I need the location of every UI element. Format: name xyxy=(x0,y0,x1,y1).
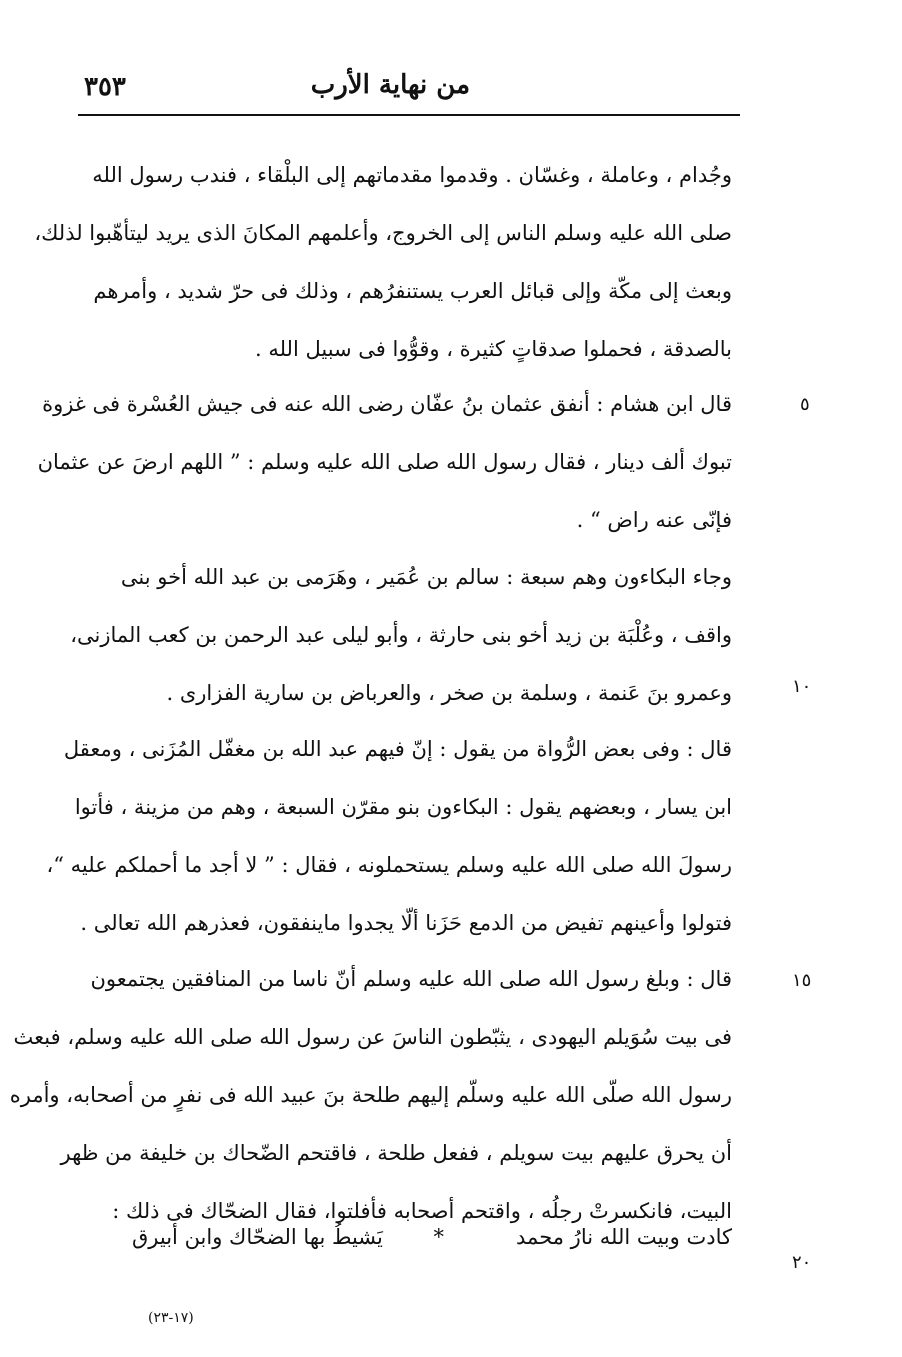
text-line: فى بيت سُوَيلم اليهودى ، يثبّطون الناسَ عن رسول الله صلى الله عليه وسلم، فبعث xyxy=(13,1025,732,1049)
text-line: قال : وبلغ رسول الله صلى الله عليه وسلم أنّ ناسا من المنافقين يجتمعون xyxy=(90,967,732,991)
text-line: أن يحرق عليهم بيت سويلم ، ففعل طلحة ، فاقتحم الضّحاك بن خليفة من ظهر xyxy=(60,1141,732,1165)
text-line: وبعث إلى مكّة وإلى قبائل العرب يستنفرُهم ، وذلك فى حرّ شديد ، وأمرهم xyxy=(93,279,732,303)
text-line: تبوك ألف دينار ، فقال رسول الله صلى الله عليه وسلم : ” اللهم ارضَ عن عثمان xyxy=(37,450,732,474)
text-line: صلى الله عليه وسلم الناس إلى الخروج، وأعلمهم المكانَ الذى يريد ليتأهّبوا لذلك، xyxy=(34,221,732,245)
margin-line-number: ١٥ xyxy=(792,970,812,991)
text-line: بالصدقة ، فحملوا صدقاتٍ كثيرة ، وقوُّوا فى سبيل الله . xyxy=(254,337,732,361)
paragraph-2 xyxy=(37,375,732,549)
text-line: رسولَ الله صلى الله عليه وسلم يستحملونه ، فقال : ” لا أجد ما أحملكم عليه “، xyxy=(46,853,732,877)
text-line: قال : وفى بعض الرُّواة من يقول : إنّ فيهم عبد الله بن مغفّل المُزَنى ، ومعقل xyxy=(63,737,732,761)
verse-hemistich-left: يَشيطُ بها الضحّاك وابن أبيرق xyxy=(132,1225,383,1249)
margin-line-number: ٥ xyxy=(800,394,810,415)
margin-line-number: ١٠ xyxy=(792,676,812,697)
text-line: فتولوا وأعينهم تفيض من الدمع حَزَنا ألّا يجدوا ماينفقون، فعذرهم الله تعالى . xyxy=(80,911,732,935)
text-line: البيت، فانكسرتْ رجلُه ، واقتحم أصحابه فأفلتوا، فقال الضحّاك فى ذلك : xyxy=(112,1199,732,1223)
text-line: قال ابن هشام : أنفق عثمان بنُ عفّان رضى الله عنه فى جيش العُسْرة فى غزوة xyxy=(42,392,732,416)
text-line: رسول الله صلّى الله عليه وسلّم إليهم طلحة بنَ عبيد الله فى نفرٍ من أصحابه، وأمره xyxy=(9,1083,732,1107)
paragraph-5 xyxy=(9,950,732,1240)
text-line: وعمرو بنَ عَنمة ، وسلمة بن صخر ، والعرباض بن سارية الفزارى . xyxy=(166,681,732,705)
page-number: ٣٥٣ xyxy=(84,72,126,102)
text-line: واقف ، وعُلْبَة بن زيد أخو بنى حارثة ، وأبو ليلى عبد الرحمن بن كعب المازنى، xyxy=(70,623,732,647)
text-line: ابن يسار ، وبعضهم يقول : البكاءون بنو مقرّن السبعة ، وهم من مزينة ، فأتوا xyxy=(74,795,732,819)
header-rule xyxy=(78,114,740,116)
margin-line-number: ٢٠ xyxy=(792,1252,812,1273)
verse-hemistich-right: كادت وبيت الله نارُ محمد xyxy=(516,1225,732,1249)
verse-line xyxy=(132,1225,732,1265)
page-header xyxy=(78,60,740,112)
printer-signature: (١٧-٢٣) xyxy=(148,1310,194,1326)
verse-separator: * xyxy=(433,1225,444,1249)
text-line: وجاء البكاءون وهم سبعة : سالم بن عُمَير ، وهَرَمى بن عبد الله أخو بنى xyxy=(120,565,732,589)
text-line: وجُدام ، وعاملة ، وغسّان . وقدموا مقدماتهم إلى البلْقاء ، فندب رسول الله xyxy=(92,163,732,187)
paragraph-1 xyxy=(34,146,732,378)
running-title: من نهاية الأرب xyxy=(310,70,470,100)
paragraph-3 xyxy=(70,548,732,722)
paragraph-4 xyxy=(46,720,732,952)
text-line: فإنّى عنه راض “ . xyxy=(576,508,732,532)
